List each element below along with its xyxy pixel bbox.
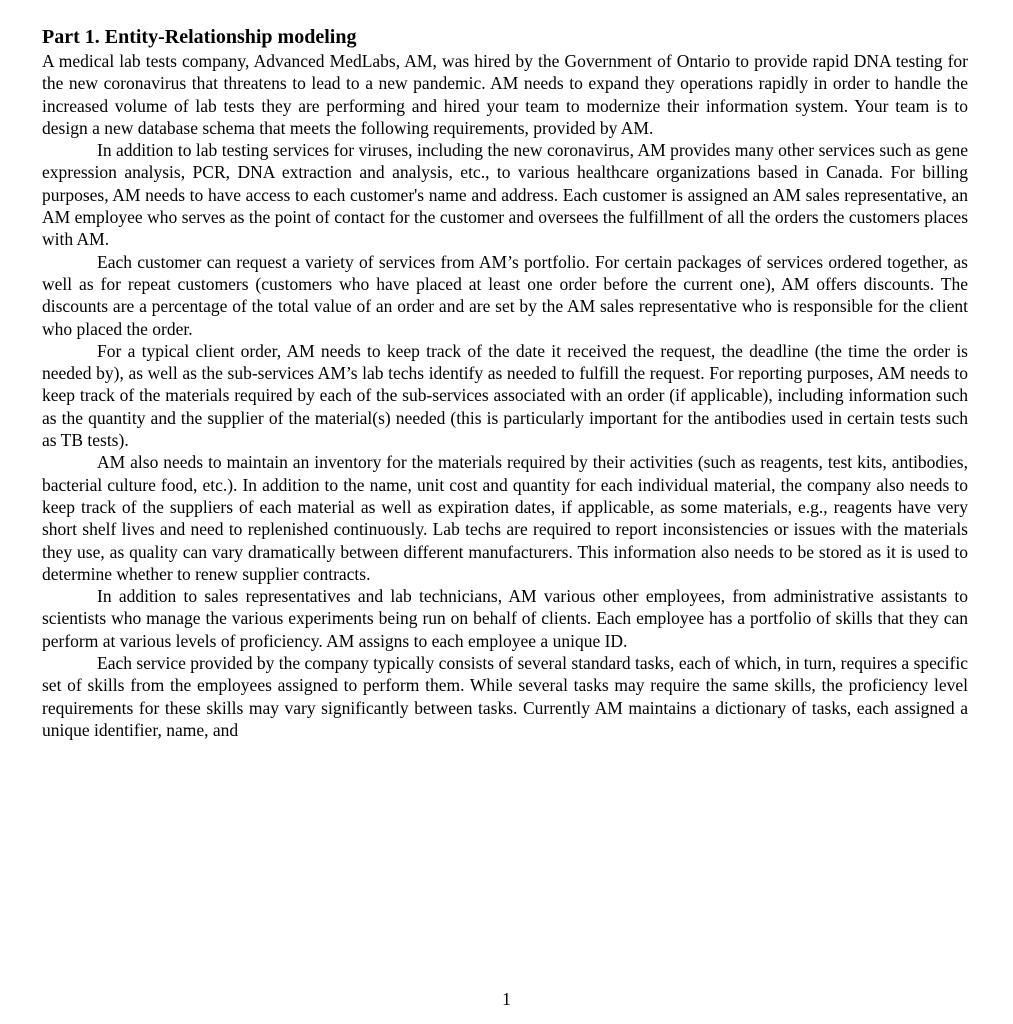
paragraph-discounts: Each customer can request a variety of services from AM’s portfolio. For certain packages of services ordered together, as well as for repeat customers (customers who have placed at least one order before the current one), AM offers discounts. The discounts are a percentage of the total value of an order and are set by the AM sales representative who is responsible for the client who placed the order. <box>42 251 968 339</box>
paragraph-inventory: AM also needs to maintain an inventory for the materials required by their activities (such as reagents, test kits, antibodies, bacterial culture food, etc.). In addition to the name, unit cost and quantity for each individual material, the company also needs to keep track of the suppliers of each material as well as expiration dates, if applicable, as some materials, e.g., reagents have very short shelf lives and need to replenished continuously. Lab techs are required to report inconsistencies or issues with the materials they use, as quality can vary dramatically between different manufacturers. This information also needs to be stored as it is used to determine whether to renew supplier contracts. <box>42 452 968 584</box>
page-number: 1 <box>502 988 511 1009</box>
paragraph-services-customers: In addition to lab testing services for viruses, including the new coronavirus, AM provides many other services such as gene expression analysis, PCR, DNA extraction and analysis, etc., to various healthcare organizations based in Canada. For billing purposes, AM needs to have access to each customer's name and address. Each customer is assigned an AM sales representative, an AM employee who serves as the point of contact for the customer and oversees the fulfillment of all the orders the customers places with AM. <box>42 140 968 250</box>
paragraph-intro: A medical lab tests company, Advanced MedLabs, AM, was hired by the Government of Ontario to provide rapid DNA testing for the new coronavirus that threatens to lead to a new pandemic. AM needs to expand they operations rapidly in order to handle the increased volume of lab tests they are performing and hired your team to modernize their information system. Your team is to design a new database schema that meets the following requirements, provided by AM. <box>42 51 968 138</box>
document-heading: Part 1. Entity-Relationship modeling <box>42 26 357 48</box>
paragraph-employees: In addition to sales representatives and lab technicians, AM various other employees, from administrative assistants to scientists who manage the various experiments being run on behalf of clients. Each employee has a portfolio of skills that they can perform at various levels of proficiency. AM assigns to each employee a unique ID. <box>42 586 968 651</box>
paragraph-tasks: Each service provided by the company typically consists of several standard tasks, each of which, in turn, requires a specific set of skills from the employees assigned to perform them. While several tasks may require the same skills, the proficiency level requirements for these skills may vary significantly between tasks. Currently AM maintains a dictionary of tasks, each assigned a unique identifier, name, and <box>42 653 968 740</box>
paragraph-orders: For a typical client order, AM needs to keep track of the date it received the request, the deadline (the time the order is needed by), as well as the sub-services AM’s lab techs identify as needed to fulfill the request. For reporting purposes, AM needs to keep track of the materials required by each of the sub-services associated with an order (if applicable), including information such as the quantity and the supplier of the material(s) needed (this is particularly important for the antibodies used in certain tests such as TB tests). <box>42 340 968 451</box>
